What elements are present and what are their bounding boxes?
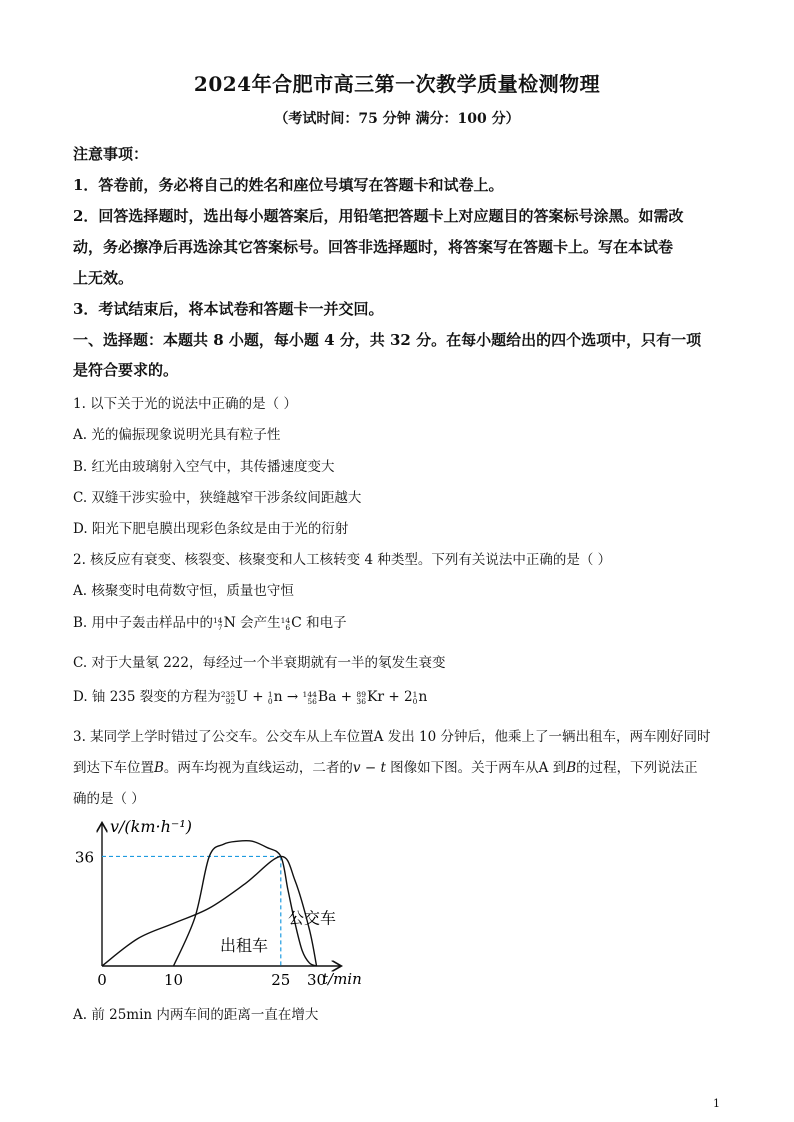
krypton-mass: 89: [356, 689, 366, 699]
q3-stem-line-3: 确的是（ ）: [73, 791, 145, 807]
nitrogen-charge: 7: [217, 622, 223, 632]
notice-item-3: 3．考试结束后，将本试卷和答题卡一并交回。: [73, 300, 384, 318]
neutron-symbol: n: [273, 689, 283, 705]
q1-option-d: D. 阳光下肥皂膜出现彩色条纹是由于光的衍射: [73, 521, 349, 537]
barium-charge: 56: [307, 696, 317, 706]
series-label-taxi: 出租车: [220, 935, 269, 955]
uranium-charge: 92: [225, 696, 236, 706]
krypton-charge: 36: [356, 696, 366, 706]
x-tick-label: 0: [97, 971, 107, 989]
q3-point-b: B: [566, 760, 577, 776]
q3-stem-line-2: [73, 756, 698, 776]
q3-stem-line-1: 3. 某同学上学时错过了公交车。公交车从上车位置A 发出 10 分钟后，他乘上了一辆出租车，两车刚好同时: [73, 729, 711, 745]
series-label-bus: 公交车: [287, 908, 336, 928]
q3-option-a: A. 前 25min 内两车间的距离一直在增大: [73, 1007, 319, 1023]
q2-d-prefix: D. 铀 235 裂变的方程为: [73, 689, 221, 705]
page-number: 1: [713, 1097, 720, 1110]
q2-b-mid: 会产生: [235, 615, 281, 631]
q2-option-c: C. 对于大量氡 222，每经过一个半衰期就有一半的氡发生衰变: [73, 655, 446, 671]
notice-item-1: 1．答卷前，务必将自己的姓名和座位号填写在答题卡和试卷上。: [73, 176, 504, 194]
y-axis-label: v/(km·h⁻¹): [110, 817, 193, 836]
notice-heading: 注意事项：: [73, 145, 149, 163]
uranium-isotope-numbers: [221, 691, 235, 705]
nitrogen-isotope-numbers: [213, 617, 223, 631]
x-axis-label: t/min: [322, 970, 362, 988]
carbon-isotope-numbers: [281, 617, 291, 631]
carbon-mass: 14: [280, 615, 291, 625]
x-tick-label: 30: [306, 971, 327, 989]
uranium-mass: 235: [220, 689, 236, 699]
carbon-symbol: C: [291, 615, 302, 631]
reaction-arrow: →: [282, 689, 303, 705]
neutron-isotope-numbers: [268, 691, 273, 705]
chart-plot-area: [75, 841, 336, 989]
q3-vt-symbol: v − t: [352, 760, 386, 776]
neutron-charge: 0: [412, 696, 418, 706]
notice-item-2-line-1: 2．回答选择题时，选出每小题答案后，用铅笔把答题卡上对应题目的答案标号涂黑。如需改: [73, 207, 684, 225]
neutron-mass: 1: [267, 689, 273, 699]
q2-option-d: [73, 685, 427, 705]
q1-option-b: B. 红光由玻璃射入空气中，其传播速度变大: [73, 459, 335, 475]
page-subtitle: （考试时间：75 分钟 满分：100 分）: [274, 111, 520, 127]
carbon-charge: 6: [285, 622, 291, 632]
q1-option-c: C. 双缝干涉实验中，狭缝越窄干涉条纹间距越大: [73, 490, 362, 506]
section-heading-line-1: 一、选择题：本题共 8 小题，每小题 4 分，共 32 分。在每小题给出的四个选项中，只有一项: [73, 331, 702, 349]
q2-stem: 2. 核反应有衰变、核裂变、核聚变和人工核转变 4 种类型。下列有关说法中正确的是（ ）: [73, 552, 612, 568]
x-tick-label: 10: [163, 971, 184, 989]
q3-text: 的过程，下列说法正: [576, 760, 698, 776]
neutron-mass: 1: [412, 689, 418, 699]
q1-option-a: A. 光的偏振现象说明光具有粒子性: [73, 427, 281, 443]
barium-mass: 144: [302, 689, 317, 699]
y-tick-label: 36: [74, 848, 94, 867]
neutron-charge: 0: [267, 696, 273, 706]
x-tick-label: 25: [271, 971, 291, 989]
q2-b-prefix: B. 用中子轰击样品中的: [73, 615, 214, 631]
uranium-symbol: U: [236, 689, 248, 705]
q1-stem: 1. 以下关于光的说法中正确的是（ ）: [73, 396, 297, 412]
q3-text: 到达下车位置: [73, 760, 154, 776]
barium-symbol: Ba: [317, 689, 337, 705]
neutron-symbol: n: [418, 689, 428, 705]
q2-option-a: A. 核聚变时电荷数守恒，质量也守恒: [73, 583, 294, 599]
plus-sign: +: [247, 689, 268, 705]
plus-sign: + 2: [384, 689, 413, 705]
section-heading-line-2: 是符合要求的。: [73, 361, 179, 379]
page-title: 2024年合肥市高三第一次教学质量检测物理: [193, 72, 601, 96]
notice-item-2-line-3: 上无效。: [73, 269, 134, 287]
q3-text: 图像如下图。关于两车从A 到: [385, 760, 567, 776]
nitrogen-symbol: N: [223, 615, 236, 631]
velocity-time-chart: [70, 812, 380, 997]
nitrogen-mass: 14: [213, 615, 223, 625]
krypton-isotope-numbers: [356, 691, 366, 705]
q3-point-b: B: [154, 760, 164, 776]
barium-isotope-numbers: [303, 691, 317, 705]
notice-item-2-line-2: 动，务必擦净后再选涂其它答案标号。回答非选择题时，将答案写在答题卡上。写在本试卷: [73, 238, 674, 256]
krypton-symbol: Kr: [366, 689, 385, 705]
q3-text: 。两车均视为直线运动，二者的: [163, 760, 353, 776]
q2-b-suffix: 和电子: [301, 615, 347, 631]
plus-sign: +: [336, 689, 357, 705]
q2-option-b: [73, 611, 347, 631]
neutron-isotope-numbers-2: [413, 691, 418, 705]
